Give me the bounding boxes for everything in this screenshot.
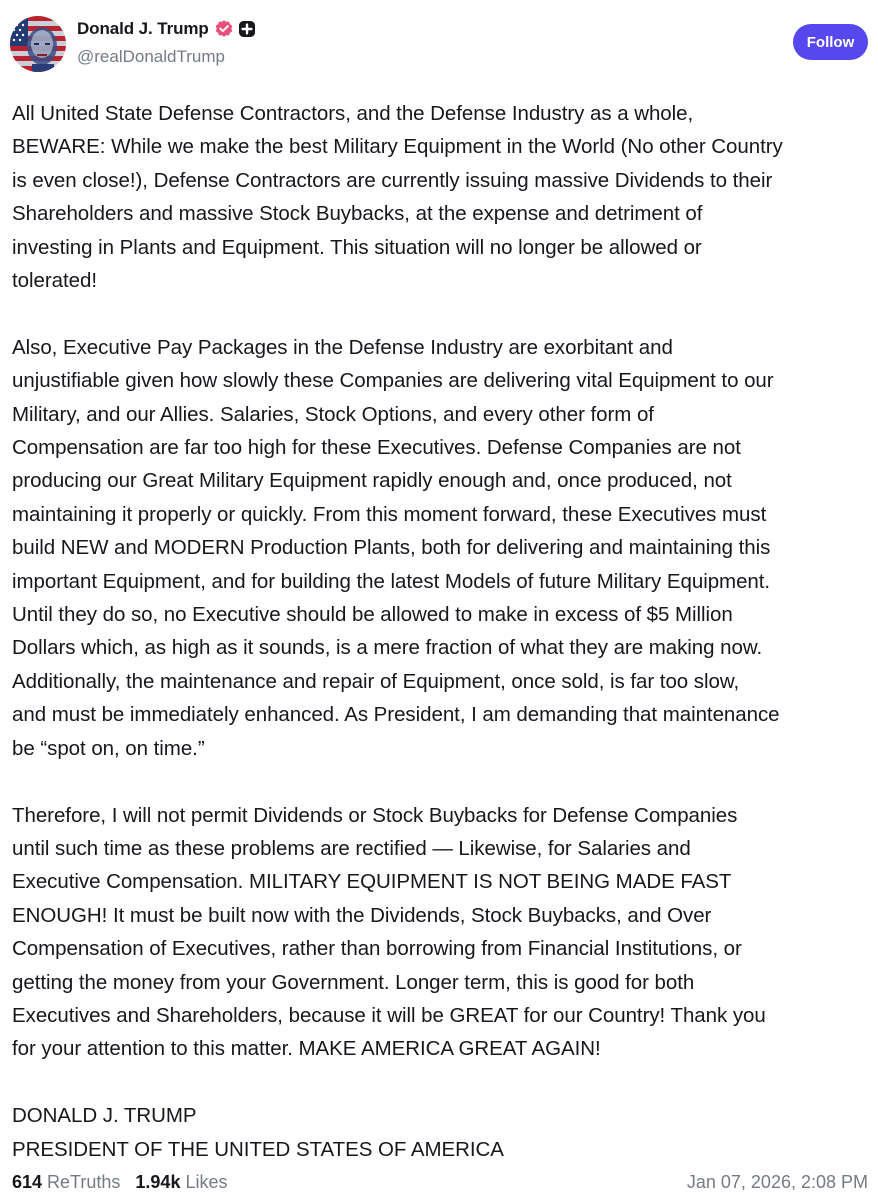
likes-stat[interactable] [135,1172,227,1193]
post-footer [12,1172,868,1200]
verified-badge-icon [214,19,234,39]
retruths-label: ReTruths [47,1172,121,1192]
post-signature: DONALD J. TRUMP PRESIDENT OF THE UNITED STATES OF AMERICA [12,1104,504,1161]
retruths-count: 614 [12,1172,43,1192]
display-name[interactable]: Donald J. Trump [77,19,209,38]
post-paragraph: Therefore, I will not permit Dividends or Stock Buybacks for Defense Companies until such time as these problems are rectified — Likewise, for Salaries and Executive Compensation. MILITARY EQUIPMENT IS NOT BEING MADE FAST ENOUGH! It must be built now with the Dividends, Stock Buybacks, and Over Compensation of Executives, rather than borrowing from Financial Institutions, or getting the money from your Government. Longer term, this is good for both Executives and Shareholders, because it will be GREAT for our Country! Thank you for your attention to this matter. MAKE AMERICA GREAT AGAIN! [12,803,766,1061]
post-paragraph: All United State Defense Contractors, and the Defense Industry as a whole, BEWARE: While we make the best Military Equipment in the World (No other Country is even close!), Defense Contractors are currently issuing massive Dividends to their Shareholders and massive Stock Buybacks, at the expense and detriment of investing in Plants and Equipment. This situation will no longer be allowed or tolerated! [12,102,783,293]
likes-label: Likes [185,1172,228,1192]
follow-button[interactable]: Follow [793,24,868,60]
likes-count: 1.94k [135,1172,181,1192]
post-stats [12,1172,227,1193]
post-header [0,0,878,90]
post-text [12,97,872,1166]
avatar[interactable] [10,16,66,72]
plus-badge-icon [238,20,256,38]
user-handle[interactable]: @realDonaldTrump [77,47,225,66]
post-timestamp[interactable]: Jan 07, 2026, 2:08 PM [686,1172,868,1192]
retruths-stat[interactable] [12,1172,120,1193]
post-paragraph: Also, Executive Pay Packages in the Defense Industry are exorbitant and unjustifiable given how slowly these Companies are delivering vital Equipment to our Military, and our Allies. Salaries, Stock Options, and every other form of Compensation are far too high for these Executives. Defense Companies are not producing our Great Military Equipment rapidly enough and, once produced, not maintaining it properly or quickly. From this moment forward, these Executives must build NEW and MODERN Production Plants, both for delivering and maintaining this important Equipment, and for building the latest Models of future Military Equipment. Until they do so, no Executive should be allowed to make in excess of $5 Million Dollars which, as high as it sounds, is a mere fraction of what they are making now. Additionally, the maintenance and repair of Equipment, once sold, is far too slow, and must be immediately enhanced. As President, I am demanding that maintenance be “spot on, on time.” [12,335,780,760]
flag-portrait-avatar-icon [10,16,66,72]
